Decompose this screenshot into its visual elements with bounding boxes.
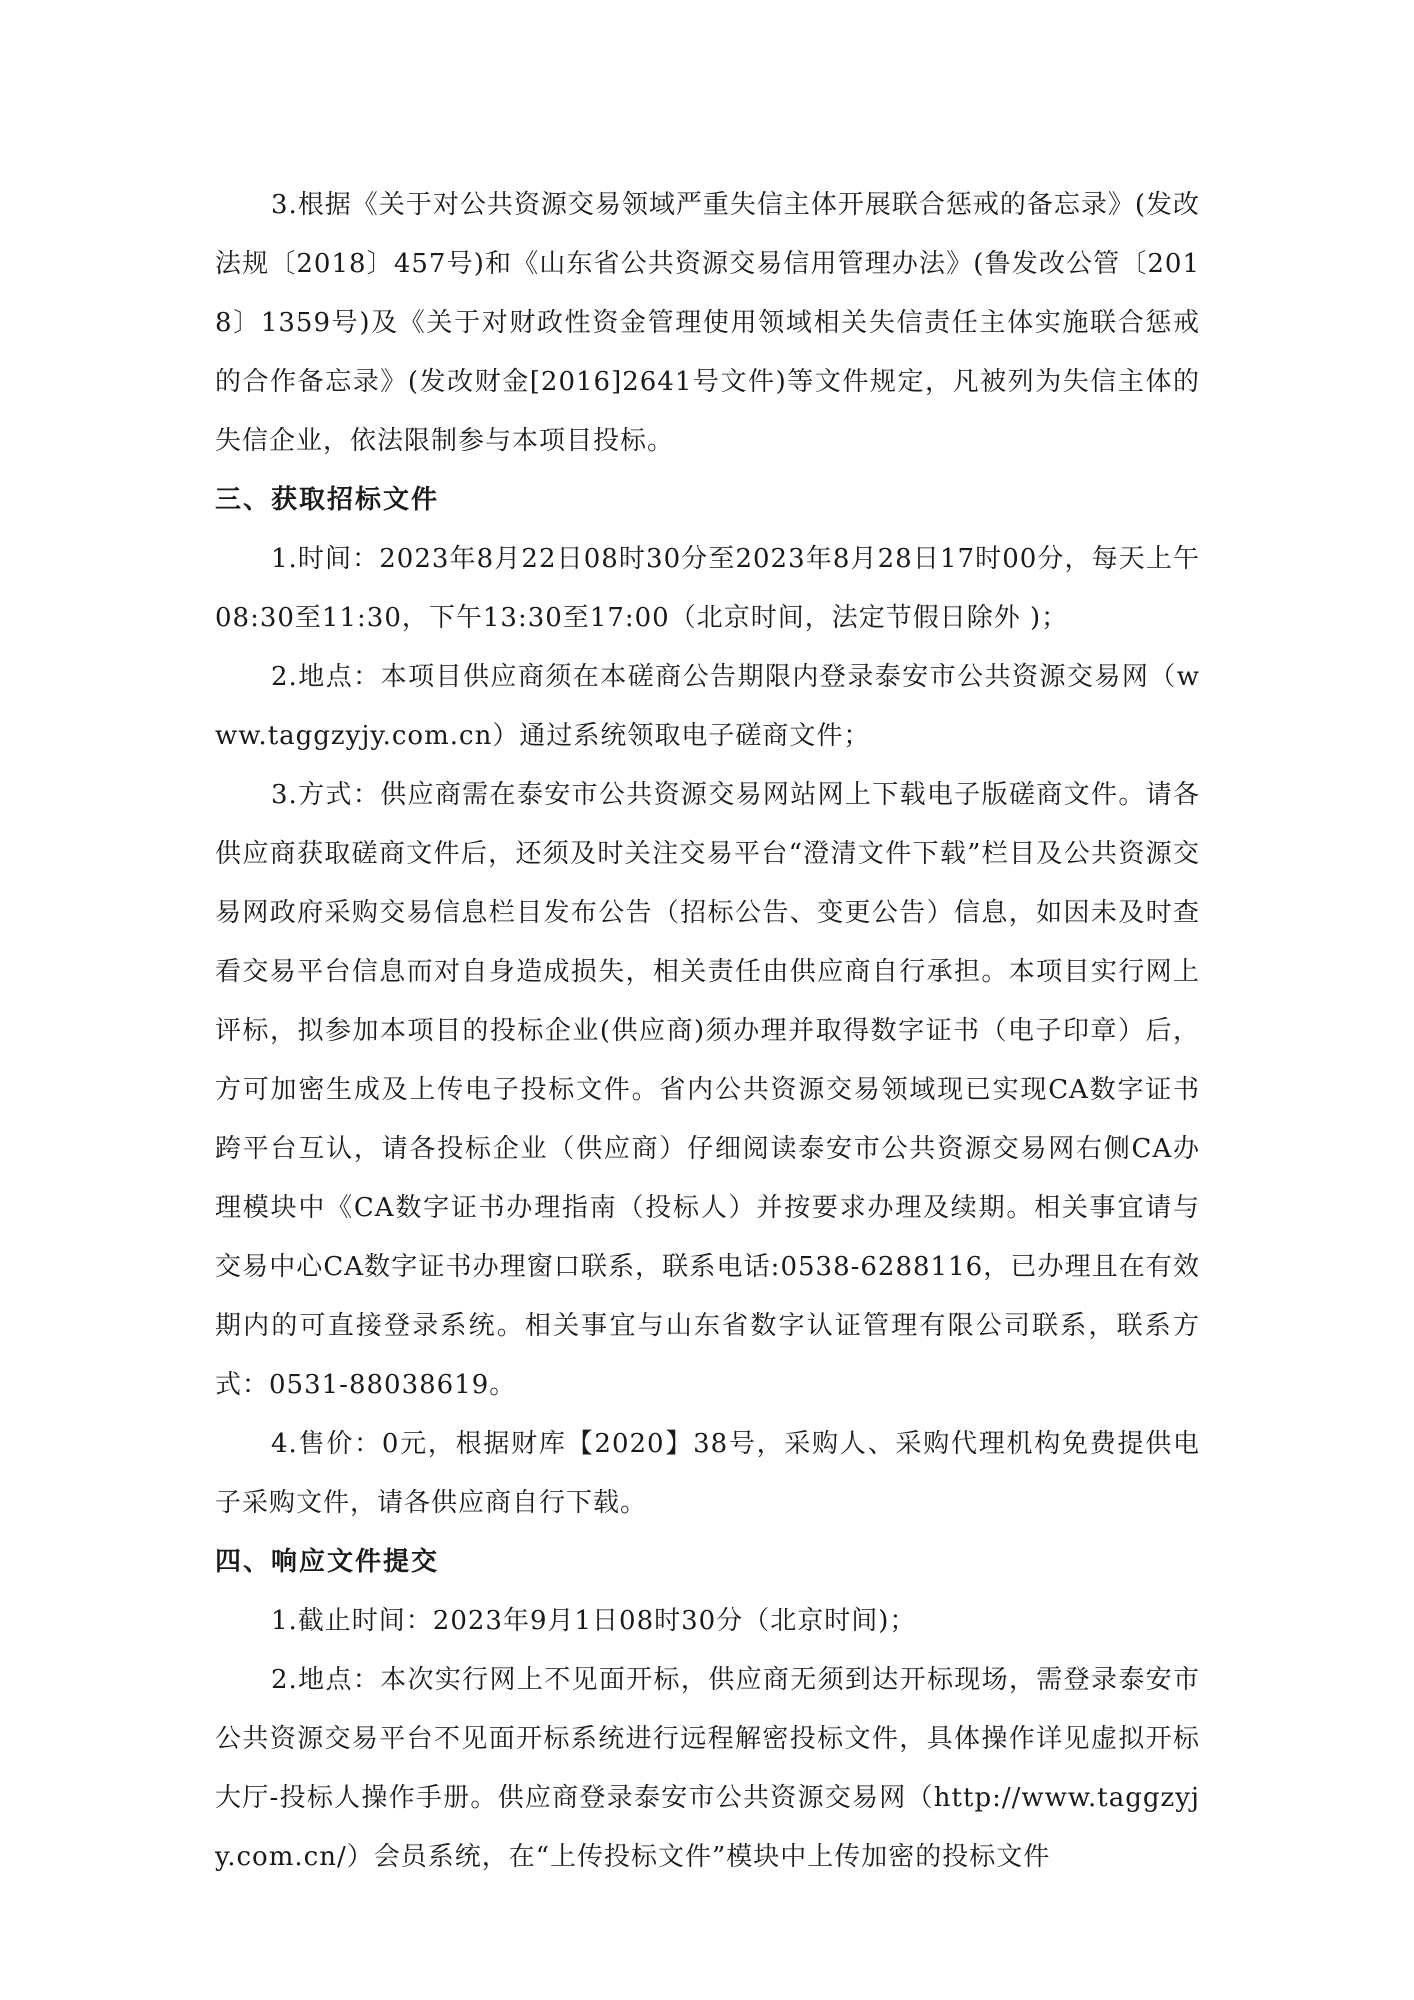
paragraph-obtain-time: 1.时间：2023年8月22日08时30分至2023年8月28日17时00分，每天上午08:30至11:30，下午13:30至17:00（北京时间，法定节假日除外 )； [215, 544, 1200, 633]
paragraph-obtain-method: 3.方式：供应商需在泰安市公共资源交易网站网上下载电子版磋商文件。请各供应商获取磋商文件后，还须及时关注交易平台“澄清文件下载”栏目及公共资源交易网政府采购交易信息栏目发布公告（招标公告、变更公告）信息，如因未及时查看交易平台信息而对自身造成损失，相关责任由供应商自行承担。本项目实行网上评标，拟参加本项目的投标企业(供应商)须办理并取得数字证书（电子印章）后，方可加密生成及上传电子投标文件。省内公共资源交易领域现已实现CA数字证书跨平台互认，请各投标企业（供应商）仔细阅读泰安市公共资源交易网右侧CA办理模块中《CA数字证书办理指南（投标人）并按要求办理及续期。相关事宜请与交易中心CA数字证书办理窗口联系，联系电话:0538-6288116，已办理且在有效期内的可直接登录系统。相关事宜与山东省数字认证管理有限公司联系，联系方式：0531-88038619。 [215, 780, 1200, 1400]
paragraph-submission-location: 2.地点：本次实行网上不见面开标，供应商无须到达开标现场，需登录泰安市公共资源交易平台不见面开标系统进行远程解密投标文件，具体操作详见虚拟开标大厅-投标人操作手册。供应商登录泰安市公共资源交易网（http://www.taggzyjy.com.cn/）会员系统，在“上传投标文件”模块中上传加密的投标文件 [215, 1665, 1200, 1872]
paragraph-price: 4.售价：0元，根据财库【2020】38号，采购人、采购代理机构免费提供电子采购文件，请各供应商自行下载。 [215, 1429, 1200, 1518]
section-heading-obtain-tender-documents: 三、获取招标文件 [215, 485, 440, 515]
document-body [215, 176, 1200, 1887]
paragraph-obtain-location: 2.地点：本项目供应商须在本磋商公告期限内登录泰安市公共资源交易网（www.taggzyjy.com.cn）通过系统领取电子磋商文件； [215, 662, 1200, 751]
paragraph-dishonest-entities-restriction: 3.根据《关于对公共资源交易领域严重失信主体开展联合惩戒的备忘录》(发改法规〔2018〕457号)和《山东省公共资源交易信用管理办法》(鲁发改公管〔2018〕1359号)及《关于对财政性资金管理使用领域相关失信责任主体实施联合惩戒的合作备忘录》(发改财金[2016]2641号文件)等文件规定，凡被列为失信主体的失信企业，依法限制参与本项目投标。 [215, 190, 1200, 456]
paragraph-deadline: 1.截止时间：2023年9月1日08时30分（北京时间)； [271, 1606, 917, 1636]
section-heading-response-submission: 四、响应文件提交 [215, 1547, 440, 1577]
